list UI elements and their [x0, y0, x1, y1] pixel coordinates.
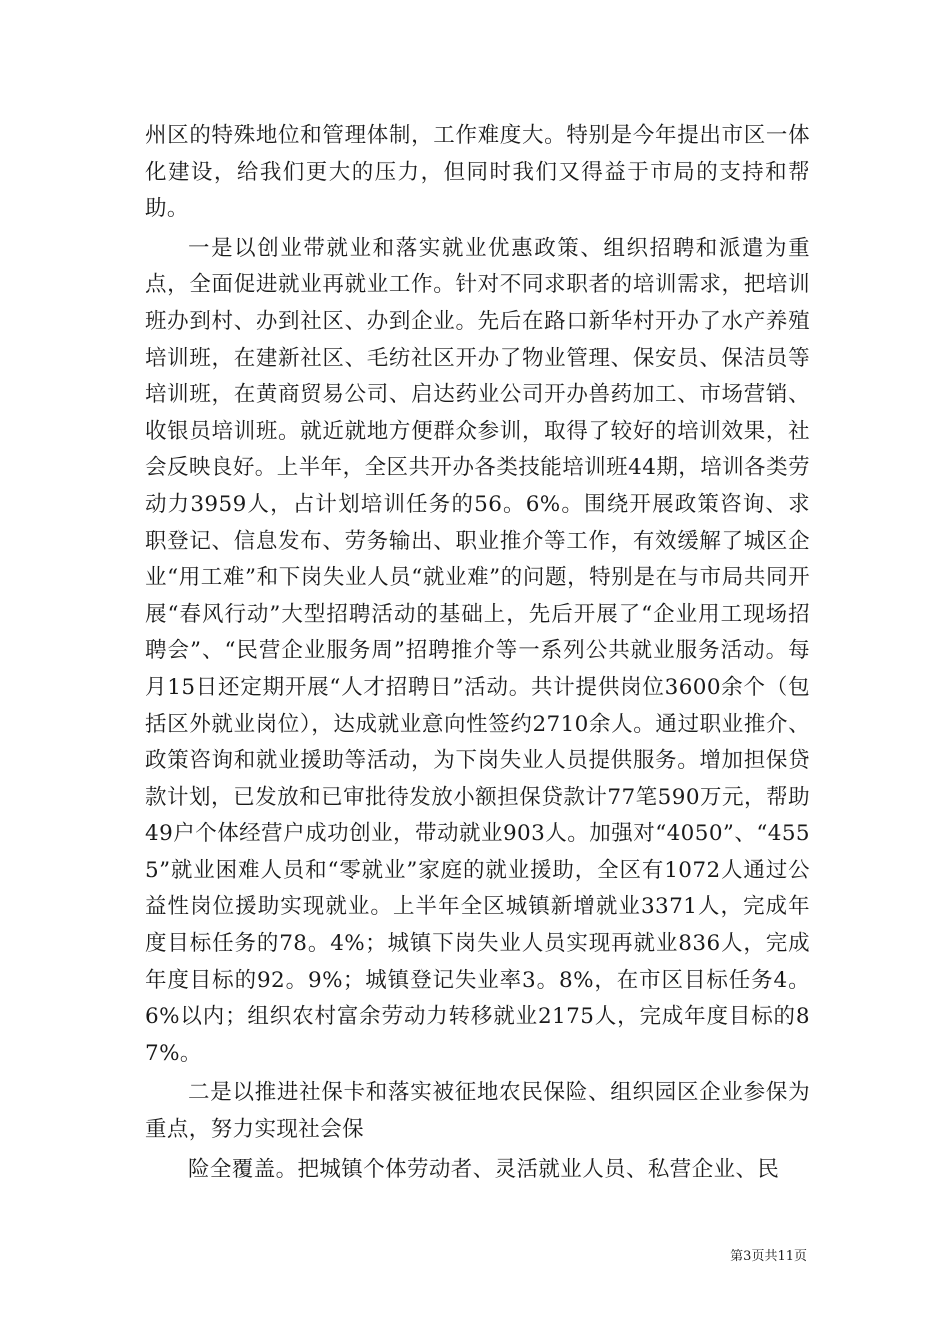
page-number-footer: 第3页共11页: [730, 1249, 807, 1264]
paragraph-continued-intro: 州区的特殊地位和管理体制，工作难度大。特别是今年提出市区一体化建设，给我们更大的压力，但同时我们又得益于市局的支持和帮助。: [145, 123, 810, 222]
paragraph-social-security-heading: 二是以推进社保卡和落实被征地农民保险、组织园区企业参保为重点，努力实现社会保: [145, 1080, 810, 1143]
paragraph-social-security-body: 险全覆盖。把城镇个体劳动者、灵活就业人员、私营企业、民: [188, 1156, 780, 1182]
paragraph-employment: 一是以创业带就业和落实就业优惠政策、组织招聘和派遣为重点，全面促进就业再就业工作。针对不同求职者的培训需求，把培训班办到村、办到社区、办到企业。先后在路口新华村开办了水产养殖培训班，在建新社区、毛纺社区开办了物业管理、保安员、保洁员等培训班，在黄商贸易公司、启达药业公司开办兽药加工、市场营销、收银员培训班。就近就地方便群众参训，取得了较好的培训效果，社会反映良好。上半年，全区共开办各类技能培训班44期，培训各类劳动力3959人，占计划培训任务的56。6%。围绕开展政策咨询、求职登记、信息发布、劳务输出、职业推介等工作，有效缓解了城区企业“用工难”和下岗失业人员“就业难”的问题，特别是在与市局共同开展“春风行动”大型招聘活动的基础上，先后开展了“企业用工现场招聘会”、“民营企业服务周”招聘推介等一系列公共就业服务活动。每月15日还定期开展“人才招聘日”活动。共计提供岗位3600余个（包括区外就业岗位），达成就业意向性签约2710余人。通过职业推介、政策咨询和就业援助等活动，为下岗失业人员提供服务。增加担保贷款计划，已发放和已审批待发放小额担保贷款计77笔590万元，帮助49户个体经营户成功创业，带动就业903人。加强对“4050”、“4555”就业困难人员和“零就业”家庭的就业援助，全区有1072人通过公益性岗位援助实现就业。上半年全区城镇新增就业3371人，完成年度目标任务的78。4%；城镇下岗失业人员实现再就业836人，完成年度目标的92。9%；城镇登记失业率3。8%，在市区目标任务4。6%以内；组织农村富余劳动力转移就业2175人，完成年度目标的87%。: [145, 235, 810, 1066]
document-body: [145, 118, 810, 1191]
